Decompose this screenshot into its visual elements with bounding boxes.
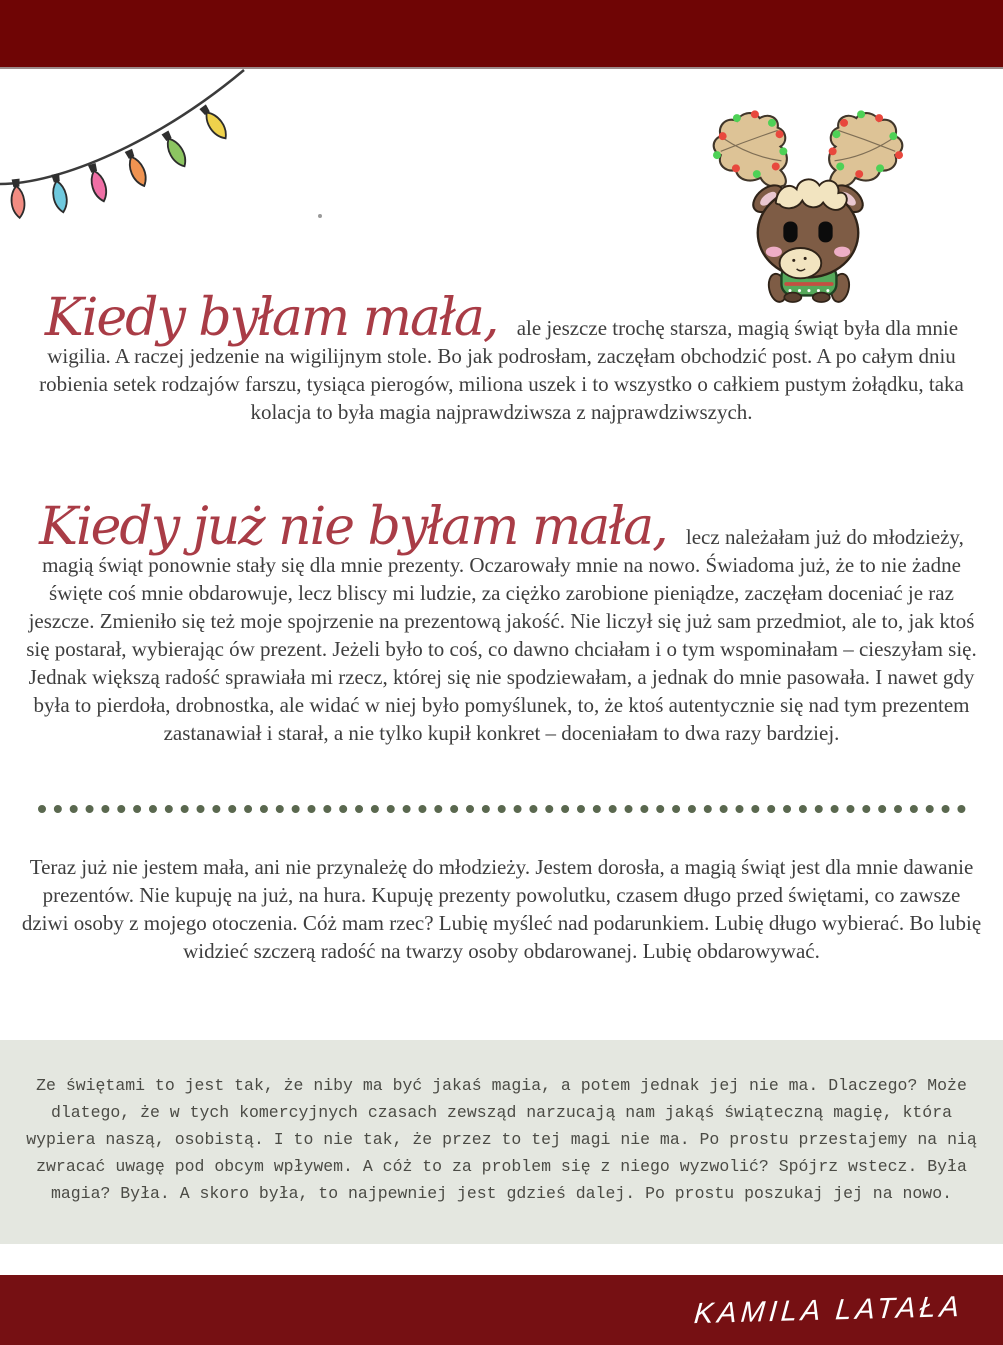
adult-paragraph: Teraz już nie jestem mała, ani nie przynależę do młodzieży. Jestem dorosła, a magią świąt jest dla mnie dawanie prezentów. Nie kupuję na już, na hura. Kupuję prezenty powolutku, czasem długo przed świętami, co zawsze dziwi osoby z mojego otoczenia. Cóż mam rzec? Lubię myśleć nad podarunkiem. Lubię długo wybierać. Bo lubię widzieć szczerą radość na twarzy osoby obdarowanej. Lubię obdarowywać.	[21, 855, 982, 963]
article-body	[22, 0, 982, 965]
section-when-i-was-no-longer-small	[22, 497, 982, 747]
highlight-box-text: Ze świętami to jest tak, że niby ma być jakaś magia, a potem jednak jej nie ma. Dlaczego? Może dlatego, że w tych komercyjnych czasach zewsząd narzucają nam jakąś świąteczną magię, która wypiera naszą, osobistą. I to nie tak, że przez to tej magi nie ma. Po prostu przestajemy na nią zwracać uwagę pod obcym wpływem. A cóż to za problem się z niego wyzwolić? Spójrz wstecz. Była magia? Była. A skoro była, to najpewniej jest gdzieś dalej. Po prostu poszukaj jej na nowo.	[26, 1076, 977, 1203]
dotted-divider	[38, 805, 966, 813]
section-body-text: lecz należałam już do młodzieży, magią świąt ponownie stały się dla mnie prezenty. Oczarowały mnie na nowo. Świadoma już, że to nie żadne święte coś mnie obdarowuje, lecz bliscy mi ludzie, za ciężko zarobione pieniądze, zaczęłam doceniać je raz jeszcze. Zmieniło się też moje spojrzenie na prezentową jakość. Nie liczył się już sam przedmiot, ale to, jak ktoś się postarał, wybierając ów prezent. Jeżeli było to coś, co dawno chciałam i o tym wspominałam – cieszyłam się. Jednak większą radość sprawiała mi rzecz, której się nie spodziewałam, a jednak do mnie pasowała. I nawet gdy była to pierdoła, drobnostka, ale widać w niej było pomyślunek, to, że ktoś autentycznie się nad tym prezentem zastanawiał i starał, a nie tylko kupił konkret – doceniałam to dwa razy bardziej.	[26, 525, 977, 745]
section-heading-script: Kiedy już nie byłam mała,	[39, 497, 667, 557]
footer-bar	[0, 1275, 1003, 1345]
section-body-text: ale jeszcze trochę starsza, magią świąt była dla mnie wigilia. A raczej jedzenie na wigilijnym stole. Bo jak podrosłam, zaczęłam obchodzić post. A po całym dniu robienia setek rodzajów farszu, tysiąca pierogów, miliona uszek i to wszystko o całkiem pustym żołądku, taka kolacja to była magia najprawdziwsza z najprawdziwszych.	[39, 316, 964, 424]
section-when-i-was-small	[22, 288, 982, 426]
highlight-box	[0, 1040, 1003, 1244]
author-signature: KAMILA LATAŁA	[692, 1290, 965, 1331]
section-heading-script: Kiedy byłam mała,	[44, 288, 498, 348]
